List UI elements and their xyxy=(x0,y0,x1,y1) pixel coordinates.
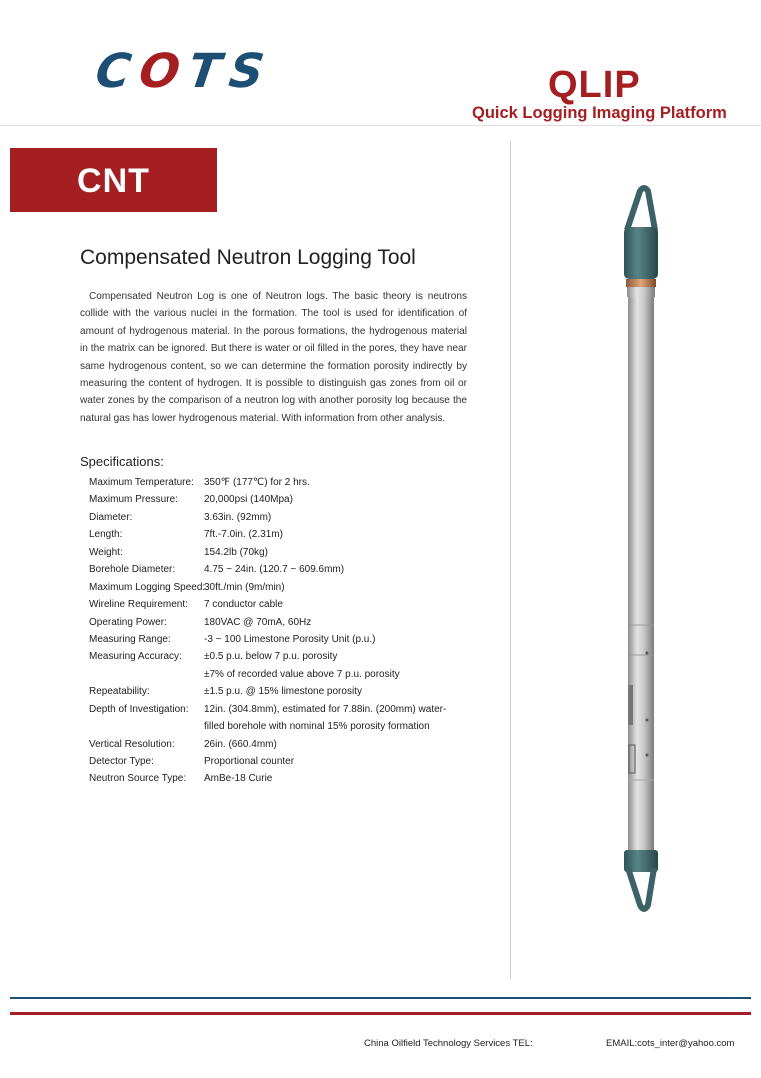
spec-label: Borehole Diameter: xyxy=(89,564,176,576)
footer-company: China Oilfield Technology Services TEL: xyxy=(364,1038,533,1049)
cots-logo xyxy=(92,44,277,99)
spec-row xyxy=(89,509,469,526)
spec-value: 12in. (304.8mm), estimated for 7.88in. (200mm) water- xyxy=(204,703,447,715)
spec-label: Diameter: xyxy=(89,511,133,523)
spec-row xyxy=(89,683,469,700)
spec-label: Maximum Temperature: xyxy=(89,477,194,488)
spec-label: Vertical Resolution: xyxy=(89,738,175,750)
spec-label: Neutron Source Type: xyxy=(89,773,187,785)
brand-name: QLIP xyxy=(548,64,641,106)
footer-rule-blue xyxy=(10,997,751,999)
column-divider xyxy=(510,141,511,979)
logging-tool-image xyxy=(600,185,670,915)
footer-email: EMAIL:cots_inter@yahoo.com xyxy=(606,1038,735,1049)
spec-row xyxy=(89,631,469,648)
spec-label: Weight: xyxy=(89,546,123,558)
page-title: Compensated Neutron Logging Tool xyxy=(80,246,416,269)
spec-row xyxy=(89,474,469,491)
spec-row xyxy=(89,648,469,665)
description-paragraph: Compensated Neutron Log is one of Neutron logs. The basic theory is neutrons collide with the various nuclei in the formation. The tool is used for identification of amount of hydrogenous material. In the porous formations, the hydrogenous material in the matrix can be ignored. But there is water or oil filled in the pores, they have near same hydrogenous content, so we can determine the formation porosity indirectly by measuring the content of hydrogen. It is possible to distinguish gas zones from oil or water zones by the comparison of a neutron log with another porosity log because the natural gas has lower hydrogenous material. With information from other analysis. xyxy=(80,291,467,424)
spec-label: Repeatability: xyxy=(89,686,150,698)
spec-row xyxy=(89,614,469,631)
spec-label: Wireline Requirement: xyxy=(89,599,188,611)
specifications-table xyxy=(89,474,469,788)
spec-value: 30ft./min (9m/min) xyxy=(204,581,285,593)
spec-row xyxy=(89,579,469,596)
spec-label: Detector Type: xyxy=(89,756,154,767)
specifications-heading: Specifications: xyxy=(80,454,164,469)
spec-row xyxy=(89,491,469,508)
spec-value: 26in. (660.4mm) xyxy=(204,738,277,750)
spec-row xyxy=(89,561,469,578)
spec-row xyxy=(89,718,469,735)
header-divider xyxy=(0,125,761,126)
spec-value: filled borehole with nominal 15% porosity formation xyxy=(204,721,430,733)
spec-label: Depth of Investigation: xyxy=(89,703,189,715)
spec-value: AmBe-18 Curie xyxy=(204,773,273,785)
spec-value: 350℉ (177℃) for 2 hrs. xyxy=(204,477,310,488)
spec-value: -3 ~ 100 Limestone Porosity Unit (p.u.) xyxy=(204,633,376,645)
spec-value: ±0.5 p.u. below 7 p.u. porosity xyxy=(204,651,338,663)
spec-value: 180VAC @ 70mA, 60Hz xyxy=(204,616,312,628)
spec-label: Measuring Range: xyxy=(89,633,171,645)
spec-value: ±1.5 p.u. @ 15% limestone porosity xyxy=(204,686,362,698)
spec-value: 7ft.-7.0in. (2.31m) xyxy=(204,529,283,541)
spec-value: 154.2lb (70kg) xyxy=(204,546,268,558)
spec-value: 7 conductor cable xyxy=(204,599,283,611)
logo-text: COTS xyxy=(92,44,277,99)
spec-row xyxy=(89,736,469,753)
spec-label: Maximum Pressure: xyxy=(89,494,178,506)
spec-label: Length: xyxy=(89,529,123,541)
spec-label: Measuring Accuracy: xyxy=(89,651,182,663)
spec-label: Maximum Logging Speed: xyxy=(89,581,206,593)
spec-row xyxy=(89,596,469,613)
spec-value: Proportional counter xyxy=(204,756,295,767)
spec-row xyxy=(89,526,469,543)
spec-label xyxy=(89,666,204,683)
brand-tagline: Quick Logging Imaging Platform xyxy=(472,104,727,122)
spec-value: 20,000psi (140Mpa) xyxy=(204,494,293,506)
spec-row xyxy=(89,770,469,787)
spec-label: Operating Power: xyxy=(89,616,167,628)
spec-row xyxy=(89,753,469,770)
spec-value: ±7% of recorded value above 7 p.u. porosity xyxy=(204,668,400,680)
spec-row xyxy=(89,544,469,561)
spec-value: 4.75 ~ 24in. (120.7 ~ 609.6mm) xyxy=(204,564,345,576)
spec-row xyxy=(89,666,469,683)
spec-label xyxy=(89,718,204,735)
product-code: CNT xyxy=(77,162,150,200)
spec-row xyxy=(89,701,469,718)
footer-rule-red xyxy=(10,1012,751,1015)
spec-value: 3.63in. (92mm) xyxy=(204,511,272,523)
